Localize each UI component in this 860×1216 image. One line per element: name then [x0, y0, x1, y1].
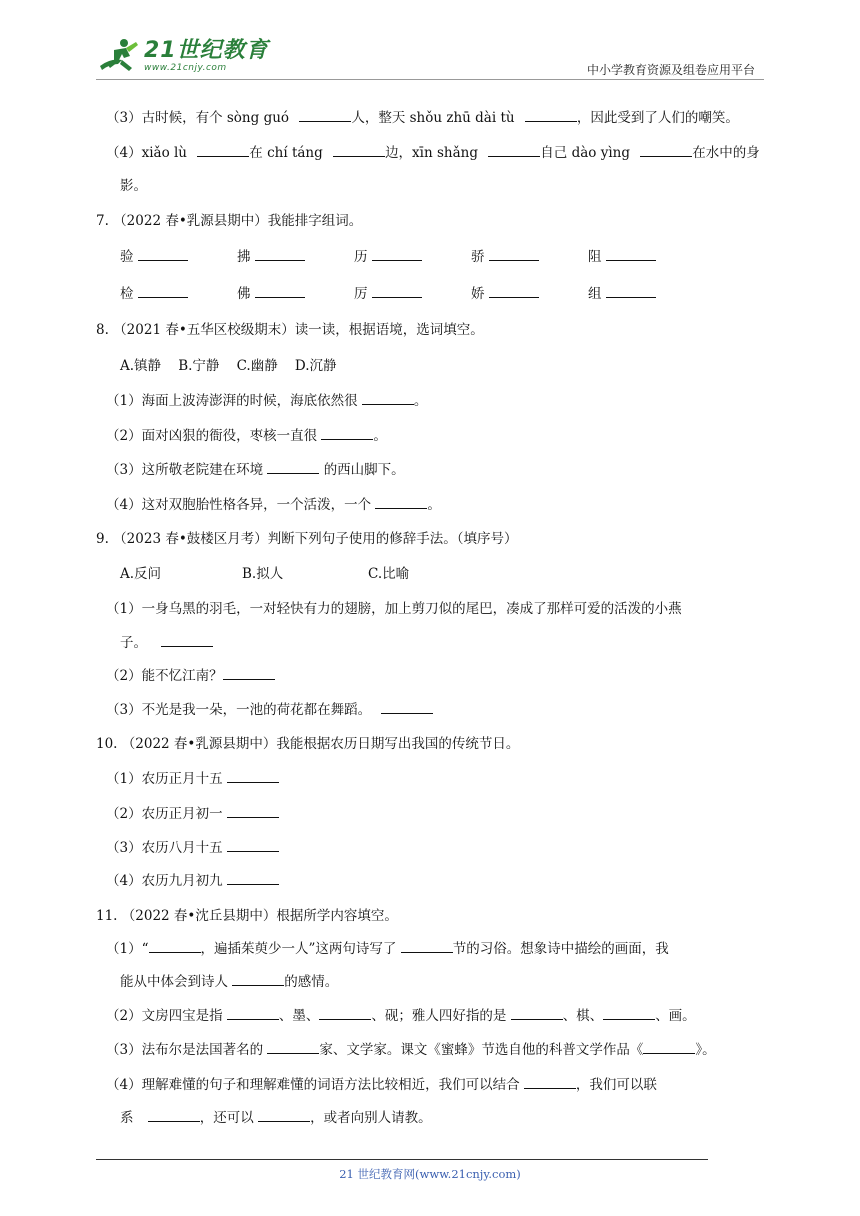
answer-blank[interactable]	[606, 285, 656, 298]
q11-item-4: （4）理解难懂的句子和理解难懂的词语方法比较相近，我们可以结合 ，我们可以联	[106, 1077, 657, 1093]
q8-options: A.镇静 B.宁静 C.幽静 D.沉静	[120, 358, 337, 374]
answer-blank[interactable]	[333, 144, 385, 157]
q7-title: 7. （2022 春•乳源县期中）我能排字组词。	[96, 213, 363, 229]
answer-blank[interactable]	[606, 248, 656, 261]
answer-blank[interactable]	[255, 285, 305, 298]
answer-blank[interactable]	[319, 1007, 371, 1020]
answer-blank[interactable]	[511, 1007, 563, 1020]
char: 骄	[471, 249, 485, 265]
q7-row-2	[120, 282, 705, 302]
q9-item-1-cont: 子。	[120, 631, 213, 651]
char: 佛	[237, 286, 251, 302]
q11-item-1-cont: 能从中体会到诗人 的感情。	[120, 974, 339, 990]
answer-blank[interactable]	[227, 839, 279, 852]
answer-blank[interactable]	[362, 392, 414, 405]
answer-blank[interactable]	[267, 461, 319, 474]
logo-url: www.21cnjy.com	[144, 62, 227, 73]
answer-blank[interactable]	[138, 285, 188, 298]
char: 娇	[471, 286, 485, 302]
q10-title: 10. （2022 春•乳源县期中）我能根据农历日期写出我国的传统节日。	[96, 736, 520, 752]
q9-option-b: B.拟人	[242, 566, 284, 582]
answer-blank[interactable]	[401, 940, 453, 953]
q10-item-2: （2）农历正月初一	[106, 802, 279, 822]
char: 阻	[588, 249, 602, 265]
answer-blank[interactable]	[267, 1041, 319, 1054]
answer-blank[interactable]	[223, 667, 275, 680]
answer-blank[interactable]	[138, 248, 188, 261]
answer-blank[interactable]	[372, 285, 422, 298]
footer-divider	[96, 1159, 708, 1160]
answer-blank[interactable]	[299, 109, 351, 122]
answer-blank[interactable]	[381, 701, 433, 714]
q11-item-3: （3）法布尔是法国著名的 家、文学家。课文《蜜蜂》节选自他的科普文学作品《 》。	[106, 1042, 716, 1058]
q9-item-3: （3）不光是我一朵，一池的荷花都在舞蹈。	[106, 698, 433, 718]
answer-blank[interactable]	[321, 427, 373, 440]
answer-blank[interactable]	[161, 634, 213, 647]
q8-item-1: （1）海面上波涛澎湃的时候，海底依然很 。	[106, 393, 428, 409]
answer-blank[interactable]	[525, 109, 577, 122]
footer-link[interactable]: 21 世纪教育网(www.21cnjy.com)	[339, 1167, 521, 1181]
q11-title: 11. （2022 春•沈丘县期中）根据所学内容填空。	[96, 908, 398, 924]
platform-name: 中小学教育资源及组卷应用平台	[586, 63, 755, 77]
answer-blank[interactable]	[227, 1007, 279, 1020]
answer-blank[interactable]	[148, 1109, 200, 1122]
answer-blank[interactable]	[227, 805, 279, 818]
q10-item-3: （3）农历八月十五	[106, 836, 279, 856]
page-header	[0, 0, 860, 85]
answer-blank[interactable]	[227, 770, 279, 783]
q10-item-4: （4）农历九月初九	[106, 869, 279, 889]
answer-blank[interactable]	[255, 248, 305, 261]
answer-blank[interactable]	[258, 1109, 310, 1122]
answer-blank[interactable]	[375, 496, 427, 509]
answer-blank[interactable]	[197, 144, 249, 157]
char: 组	[588, 286, 602, 302]
q9-option-c: C.比喻	[368, 566, 410, 582]
q6-item-4: （4）xiǎo lù 在 chí táng 边，xīn shǎng 自己 dào yìng 在水中的身	[106, 145, 760, 161]
q11-item-1: （1）“ ，遍插茱萸少一人”这两句诗写了 节的习俗。想象诗中描绘的画面，我	[106, 941, 669, 957]
q9-item-1: （1）一身乌黑的羽毛，一对轻快有力的翅膀，加上剪刀似的尾巴，凑成了那样可爱的活泼的小燕	[106, 601, 682, 617]
answer-blank[interactable]	[489, 285, 539, 298]
q8-title: 8. （2021 春•五华区校级期末）读一读，根据语境，选词填空。	[96, 322, 484, 338]
answer-blank[interactable]	[372, 248, 422, 261]
runner-logo-icon	[96, 36, 140, 76]
q8-item-3: （3）这所敬老院建在环境 的西山脚下。	[106, 462, 405, 478]
q6-item-3: （3）古时候，有个 sòng guó 人，整天 shǒu zhū dài tù ，因此受到了人们的嘲笑。	[106, 110, 739, 126]
q11-item-2: （2）文房四宝是指 、墨、 、砚；雅人四好指的是 、棋、 、画。	[106, 1008, 696, 1024]
logo-title: 21世纪教育	[144, 37, 269, 63]
site-logo[interactable]	[96, 36, 269, 76]
answer-blank[interactable]	[149, 940, 201, 953]
q11-item-4-cont: 系 ，还可以 ，或者向别人请教。	[120, 1110, 432, 1126]
q6-item-4-cont: 影。	[120, 178, 147, 194]
answer-blank[interactable]	[488, 144, 540, 157]
q8-item-4: （4）这对双胞胎性格各异，一个活泼，一个 。	[106, 497, 441, 513]
q9-option-a: A.反问	[120, 566, 162, 582]
answer-blank[interactable]	[489, 248, 539, 261]
char: 拂	[237, 249, 251, 265]
char: 检	[120, 286, 134, 302]
char: 验	[120, 249, 134, 265]
char: 厉	[354, 286, 368, 302]
q9-title: 9. （2023 春•鼓楼区月考）判断下列句子使用的修辞手法。（填序号）	[96, 531, 518, 547]
q10-item-1: （1）农历正月十五	[106, 767, 279, 787]
answer-blank[interactable]	[643, 1041, 695, 1054]
answer-blank[interactable]	[603, 1007, 655, 1020]
answer-blank[interactable]	[640, 144, 692, 157]
answer-blank[interactable]	[524, 1076, 576, 1089]
answer-blank[interactable]	[227, 872, 279, 885]
char: 历	[354, 249, 368, 265]
q8-item-2: （2）面对凶狠的衙役，枣核一直很 。	[106, 428, 387, 444]
header-divider	[96, 79, 764, 80]
q7-row-1	[120, 245, 705, 265]
answer-blank[interactable]	[232, 973, 284, 986]
q9-item-2: （2）能不忆江南？	[106, 664, 275, 684]
